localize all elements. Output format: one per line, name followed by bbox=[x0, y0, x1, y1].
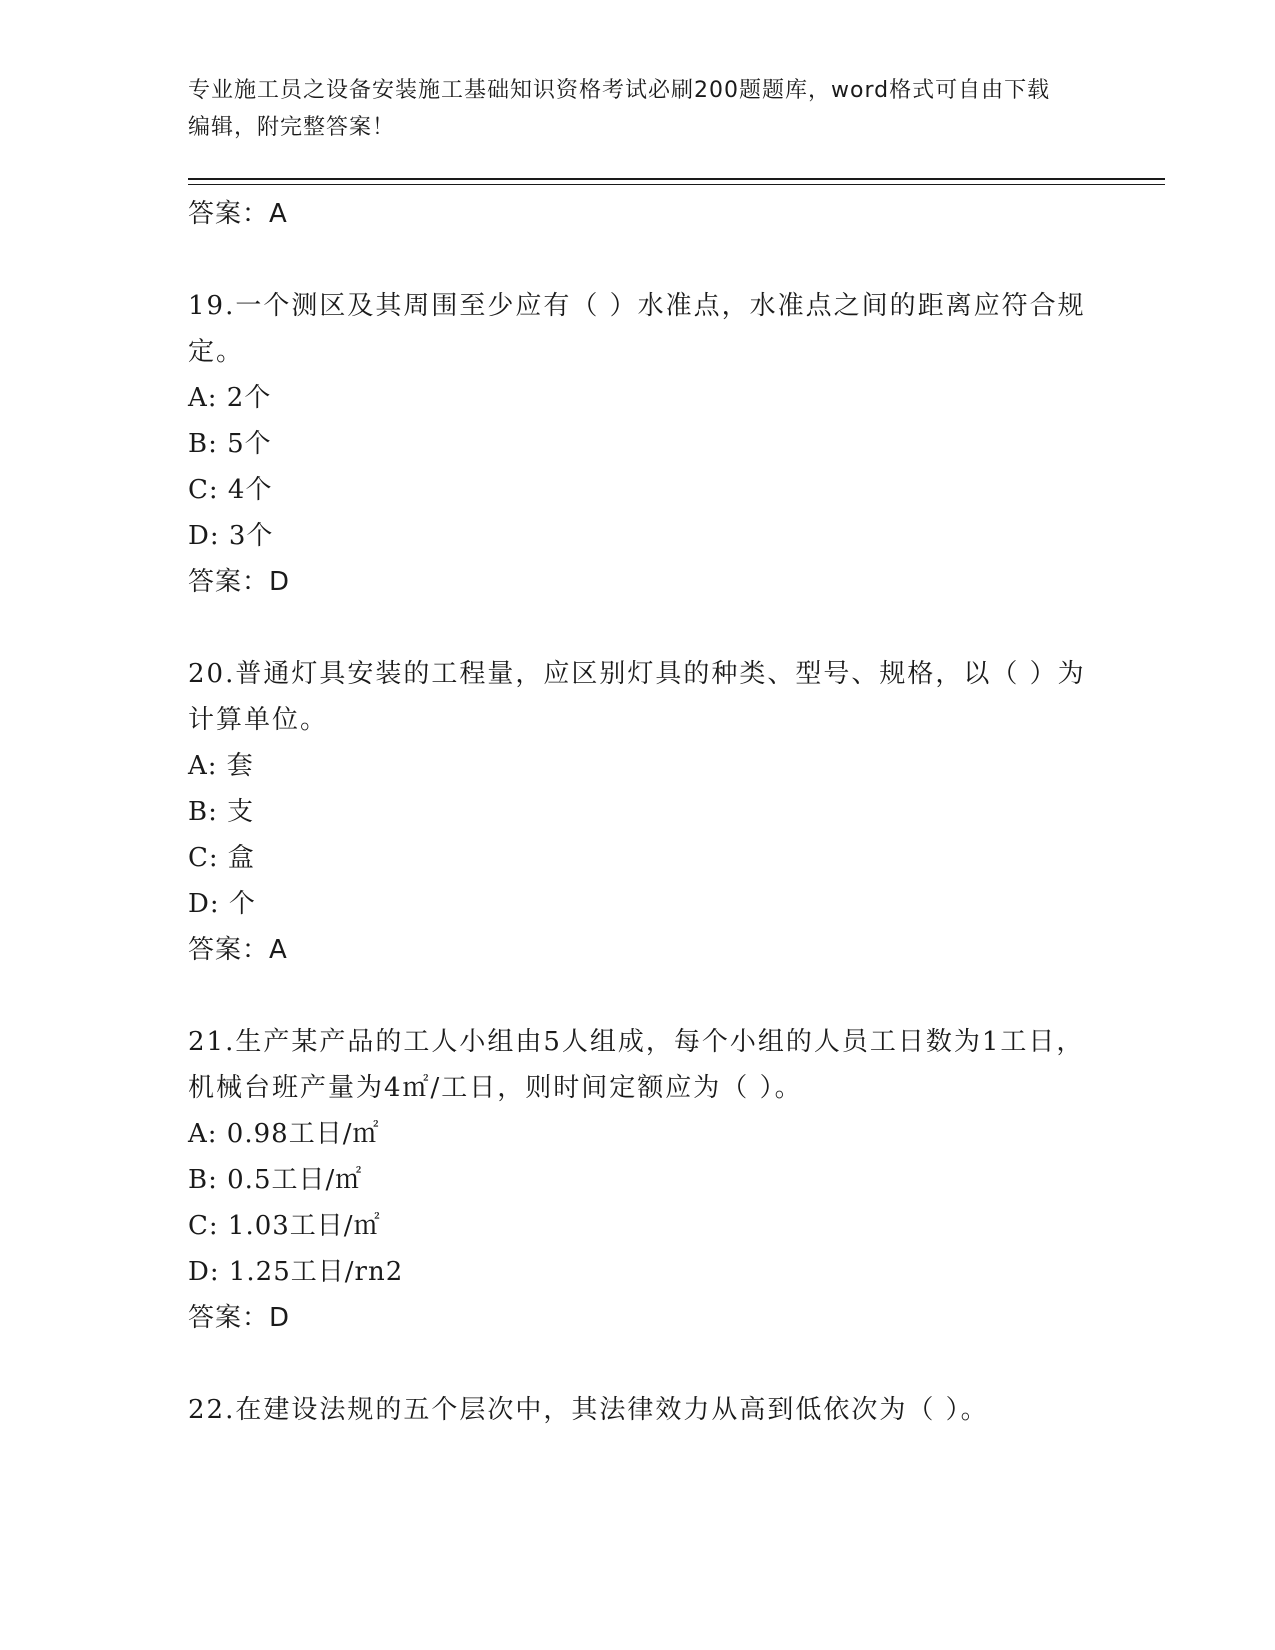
question-content bbox=[188, 191, 1088, 1433]
answer-line: 答案：D bbox=[188, 1303, 291, 1333]
option-b: B: 5个 bbox=[188, 429, 272, 459]
option-a: A: 0.98工日/㎡ bbox=[188, 1119, 380, 1149]
option-d: D: 3个 bbox=[188, 521, 274, 551]
option-c: C: 1.03工日/㎡ bbox=[188, 1211, 381, 1241]
question-22 bbox=[188, 1387, 1088, 1433]
option-d: D: 1.25工日/rn2 bbox=[188, 1257, 404, 1287]
header-divider-thin bbox=[188, 184, 1165, 185]
header-divider-thick bbox=[188, 178, 1165, 180]
document-header: 专业施工员之设备安装施工基础知识资格考试必刷200题题库，word格式可自由下载编辑，附完整答案！ bbox=[188, 78, 1051, 140]
question-stem: 20.普通灯具安装的工程量，应区别灯具的种类、型号、规格，以（ ）为计算单位。 bbox=[188, 659, 1086, 735]
option-c: C: 盒 bbox=[188, 843, 255, 873]
question-stem: 19.一个测区及其周围至少应有（ ）水准点，水准点之间的距离应符合规定。 bbox=[188, 291, 1086, 367]
question-stem: 21.生产某产品的工人小组由5人组成，每个小组的人员工日数为1工日，机械台班产量为4㎡/工日，则时间定额应为（ ）。 bbox=[188, 1027, 1085, 1103]
question-21 bbox=[188, 1019, 1088, 1341]
answer-line: 答案：D bbox=[188, 567, 291, 597]
option-a: A: 2个 bbox=[188, 383, 272, 413]
option-b: B: 支 bbox=[188, 797, 255, 827]
option-c: C: 4个 bbox=[188, 475, 273, 505]
question-stem: 22.在建设法规的五个层次中，其法律效力从高到低依次为（ ）。 bbox=[188, 1395, 989, 1425]
question-20 bbox=[188, 651, 1088, 973]
option-d: D: 个 bbox=[188, 889, 256, 919]
answer-line: 答案：A bbox=[188, 935, 288, 965]
option-b: B: 0.5工日/㎡ bbox=[188, 1165, 363, 1195]
option-a: A: 套 bbox=[188, 751, 254, 781]
previous-answer: 答案：A bbox=[188, 199, 288, 229]
question-19 bbox=[188, 283, 1088, 605]
